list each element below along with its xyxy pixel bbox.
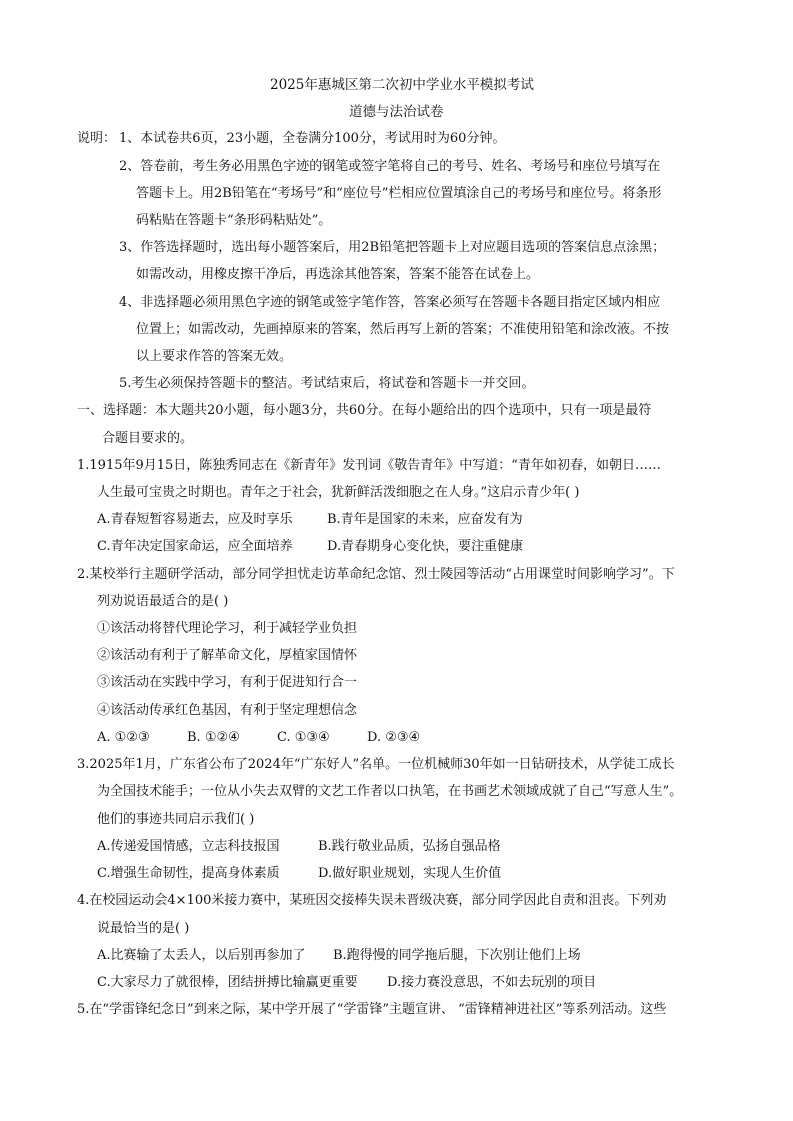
- option-d: D. ②③④: [367, 730, 421, 745]
- section-heading-cont: 合题目要求的。: [102, 431, 194, 446]
- exam-title: 2025年惠城区第二次初中学业水平模拟考试: [270, 77, 534, 93]
- option-b: B. ①②④: [187, 730, 240, 745]
- statement: ①该活动将替代理论学习，利于减轻学业负担: [97, 621, 358, 636]
- instruction-line: 5.考生必须保持答题卡的整洁。考试结束后，将试卷和答题卡一并交回。: [119, 376, 535, 391]
- instruction-line: 1、本试卷共6页，23小题，全卷满分100分，考试用时为60分钟。: [119, 131, 506, 146]
- question-stem: 1.1915年9月15日，陈独秀同志在《新青年》发刊词《敬告青年》中写道：“青年如初春，如朝日……: [77, 458, 661, 473]
- question-stem: 5.在“学雷锋纪念日”到来之际，某中学开展了“学雷锋”主题宣讲、 “雷锋精神进社区”等系列活动。这些: [77, 1002, 667, 1017]
- question-stem: 3.2025年1月，广东省公布了2024年“广东好人”名单。一位机械师30年如一日钻研技术，从学徒工成长: [77, 757, 675, 772]
- question-stem: 2.某校举行主题研学活动，部分同学担忧走访革命纪念馆、烈士陵园等活动“占用课堂时间影响学习”。下: [77, 567, 675, 582]
- instruction-line: 位置上；如需改动，先画掉原来的答案，然后再写上新的答案；不准使用铅笔和涂改液。不按: [136, 322, 670, 337]
- option-a: A.传递爱国情感，立志科技报国: [97, 839, 280, 854]
- option-d: D.青春期身心变化快，要注重健康: [327, 539, 524, 554]
- question-stem: 说最恰当的是( ): [97, 921, 190, 936]
- question-stem: 4.在校园运动会4×100米接力赛中，某班因交接棒失误未晋级决赛，部分同学因此自责和沮丧。下列劝: [77, 893, 667, 908]
- question-stem: 为全国技术能手；一位从小失去双臂的文艺工作者以口执笔，在书画艺术领域成就了自己“写意人生”。: [97, 784, 683, 799]
- instruction-line: 码粘贴在答题卡“条形码粘贴处”。: [136, 213, 332, 228]
- option-b: B.跑得慢的同学拖后腿，下次别让他们上场: [333, 948, 581, 963]
- instruction-line: 如需改动，用橡皮擦干净后，再选涂其他答案，答案不能答在试卷上。: [136, 267, 540, 282]
- instruction-line: 答题卡上。用2B铅笔在“考场号”和“座位号”栏相应位置填涂自己的考场号和座位号。将条形: [136, 186, 662, 201]
- option-a: A. ①②③: [97, 730, 150, 745]
- question-stem: 人生最可宝贵之时期也。青年之于社会，犹新鲜活泼细胞之在人身。”这启示青少年( ): [97, 485, 580, 500]
- instruction-line: 2、答卷前，考生务必用黑色字迹的钢笔或签字笔将自己的考号、姓名、考场号和座位号填写在: [119, 159, 661, 174]
- exam-subject: 道德与法治试卷: [349, 104, 444, 120]
- option-c: C.青年决定国家命运，应全面培养: [97, 539, 293, 554]
- option-c: C. ①③④: [277, 730, 330, 745]
- instructions-label: 说明：: [77, 131, 117, 146]
- section-heading: 一、选择题：本大题共20小题，每小题3分，共60分。在每小题给出的四个选项中，只有一项是最符: [77, 403, 652, 418]
- instruction-line: 4、非选择题必须用黑色字迹的钢笔或签字笔作答，答案必须写在答题卡各题目指定区域内相应: [119, 295, 661, 310]
- option-a: A.青春短暂容易逝去，应及时享乐: [97, 512, 293, 527]
- question-stem: 列劝说语最适合的是( ): [97, 594, 229, 609]
- option-c: C.大家尽力了就很棒，团结拼搏比输赢更重要: [97, 975, 358, 990]
- statement: ②该活动有利于了解革命文化，厚植家国情怀: [97, 648, 358, 663]
- question-stem: 他们的事迹共同启示我们( ): [97, 812, 255, 827]
- option-a: A.比赛输了太丢人，以后别再参加了: [97, 948, 306, 963]
- option-d: D.做好职业规划，实现人生价值: [318, 866, 502, 881]
- option-b: B.践行敬业品质，弘扬自强品格: [318, 839, 501, 854]
- option-c: C.增强生命韧性，提高身体素质: [97, 866, 280, 881]
- statement: ③该活动在实践中学习，有利于促进知行合一: [97, 675, 358, 690]
- statement: ④该活动传承红色基因，有利于坚定理想信念: [97, 703, 358, 718]
- instruction-line: 以上要求作答的答案无效。: [136, 349, 293, 364]
- option-b: B.青年是国家的未来，应奋发有为: [327, 512, 523, 527]
- instruction-line: 3、作答选择题时，选出每小题答案后，用2B铅笔把答题卡上对应题目选项的答案信息点涂黑；: [119, 240, 666, 255]
- option-d: D.接力赛没意思，不如去玩别的项目: [387, 975, 597, 990]
